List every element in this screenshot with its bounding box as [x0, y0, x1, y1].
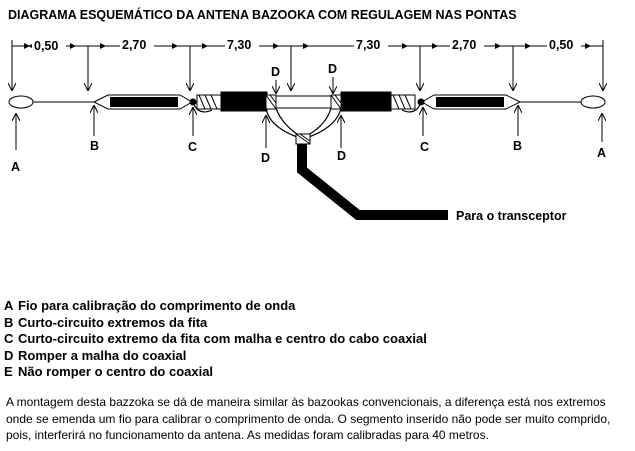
- right-insulator: [581, 96, 605, 108]
- dim-label-right-bazooka: 2,70: [452, 38, 477, 52]
- point-arrows-down: [276, 77, 333, 93]
- dim-label-right-center: 7,30: [356, 38, 381, 52]
- legend-text: Curto-circuito extremos da fita: [18, 314, 208, 330]
- dimension-ticks: [12, 46, 603, 90]
- label-d-bottom-left: D: [261, 151, 271, 165]
- legend-key: C: [4, 331, 14, 346]
- dim-label-left-end: 0,50: [34, 39, 59, 53]
- right-coax-section: [331, 92, 415, 111]
- label-c-right: C: [420, 140, 430, 154]
- legend-key: E: [4, 364, 13, 379]
- legend-text: Romper a malha do coaxial: [18, 347, 187, 363]
- label-c-left: C: [188, 140, 198, 154]
- legend-row-c: [4, 331, 427, 348]
- legend-key: A: [4, 298, 14, 313]
- label-d-bottom-right: D: [337, 149, 347, 163]
- label-b-right: B: [513, 139, 523, 153]
- legend-row-a: [4, 298, 427, 315]
- legend: [4, 298, 427, 381]
- left-insulator: [9, 96, 33, 108]
- transceiver-label: Para o transceptor: [456, 209, 567, 223]
- label-d-top-left: D: [271, 65, 281, 79]
- legend-row-d: [4, 348, 427, 365]
- legend-key: D: [4, 347, 14, 363]
- diagram-title: DIAGRAMA ESQUEMÁTICO DA ANTENA BAZOOKA COM REGULAGEM NAS PONTAS: [8, 8, 517, 22]
- legend-row-e: [4, 364, 427, 381]
- right-ribbon-section: [418, 95, 521, 109]
- label-b-left: B: [90, 139, 100, 153]
- description-note: A montagem desta bazzoka se dá de maneira similar às bazookas convencionais, a diferença está nos extremos onde se emenda um fio para calibrar o comprimento de onda. O segmento inserido não pode ser muito comprido, pois, interferirá no funcionamento da antena. As medidas foram calibradas para 40 metros.: [6, 395, 611, 442]
- center-insulator-tube: [276, 96, 331, 108]
- left-ribbon-section: [94, 95, 197, 109]
- legend-text: Não romper o centro do coaxial: [18, 364, 214, 379]
- label-d-top-right: D: [328, 62, 338, 76]
- label-a-left: A: [11, 160, 21, 174]
- dim-label-left-bazooka: 2,70: [122, 38, 147, 52]
- legend-text: Fio para calibração do comprimento de onda: [18, 298, 296, 313]
- left-coax-section: [197, 92, 276, 111]
- dim-label-right-end: 0,50: [549, 38, 574, 52]
- legend-row-b: [4, 315, 427, 332]
- label-a-right: A: [597, 146, 607, 160]
- dim-label-left-center: 7,30: [227, 38, 252, 52]
- legend-text: Curto-circuito extremo da fita com malha e centro do cabo coaxial: [18, 331, 427, 346]
- legend-key: B: [4, 314, 14, 330]
